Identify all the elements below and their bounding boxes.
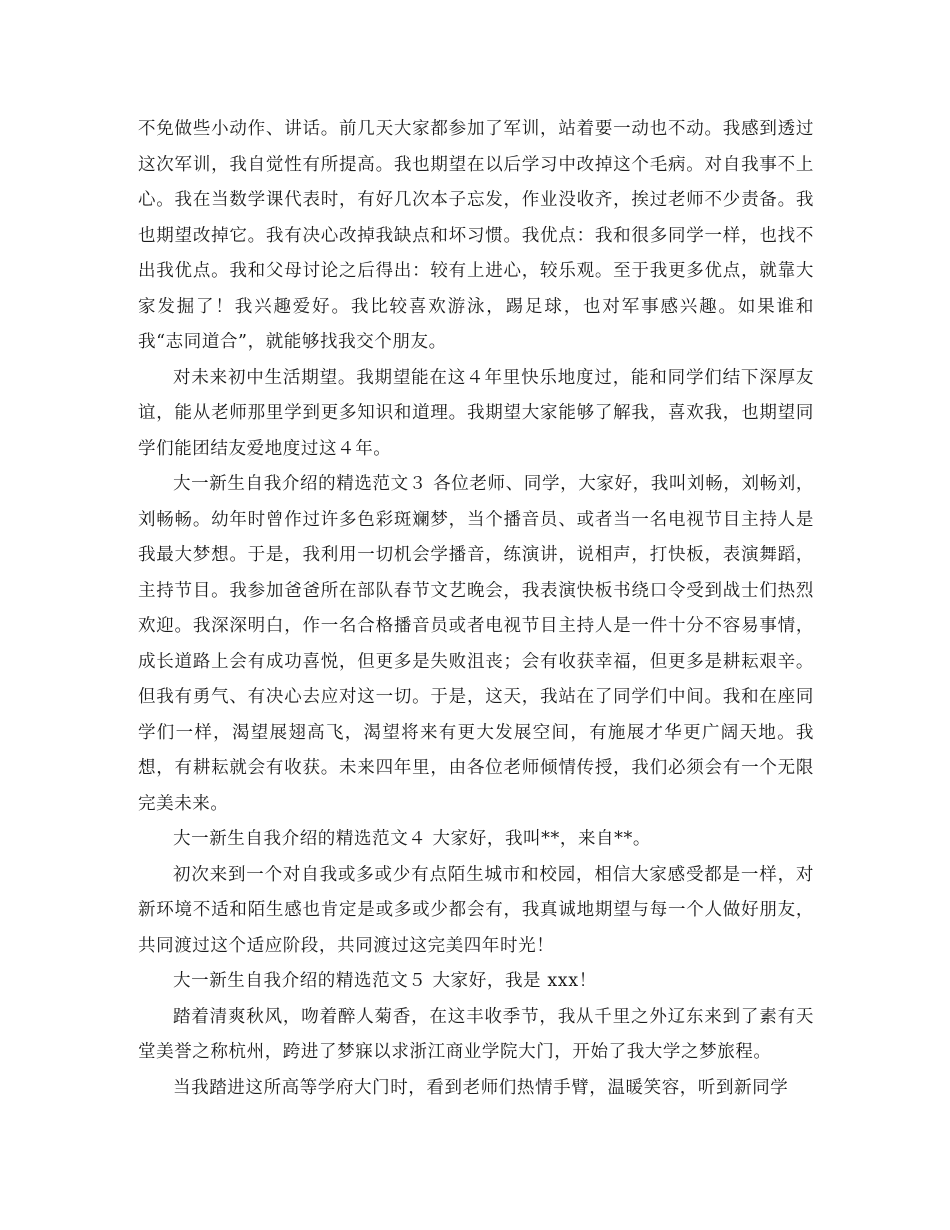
paragraph-sample-3: 大一新生自我介绍的精选范文３ 各位老师、同学，大家好，我叫刘畅，刘畅刘，刘畅畅。幼年时曾作过许多色彩斑斓梦，当个播音员、或者当一名电视节目主持人是我最大梦想。于是，我利用一切机会学播音，练演讲，说相声，打快板，表演舞蹈，主持节目。我参加爸爸所在部队春节文艺晚会，我表演快板书绕口令受到战士们热烈欢迎。我深深明白，作一名合格播音员或者电视节目主持人是一件十分不容易事情，成长道路上会有成功喜悦，但更多是失败沮丧；会有收获幸福，但更多是耕耘艰辛。但我有勇气、有决心去应对这一切。于是，这天，我站在了同学们中间。我和在座同学们一样，渴望展翅高飞，渴望将来有更大发展空间，有施展才华更广阔天地。我想，有耕耘就会有收获。未来四年里，由各位老师倾情传授，我们必须会有一个无限完美未来。 <box>138 474 814 814</box>
paragraph-sample-5: 大一新生自我介绍的精选范文５ 大家好，我是 xxx！ <box>173 971 597 991</box>
paragraph-continuation: 不免做些小动作、讲话。前几天大家都参加了军训，站着要一动也不动。我感到透过这次军训，我自觉性有所提高。我也期望在以后学习中改掉这个毛病。对自我事不上心。我在当数学课代表时，有好几次本子忘发，作业没收齐，挨过老师不少责备。我也期望改掉它。我有决心改掉我缺点和坏习惯。我优点：我和很多同学一样，也找不出我优点。我和父母讨论之后得出：较有上进心，较乐观。至于我更多优点，就靠大家发掘了！我兴趣爱好。我比较喜欢游泳，踢足球，也对军事感兴趣。如果谁和我“志同道合”，就能够找我交个朋友。 <box>138 119 814 352</box>
paragraph-new-environment: 初次来到一个对自我或多或少有点陌生城市和校园，相信大家感受都是一样，对新环境不适和陌生感也肯定是或多或少都会有，我真诚地期望与每一个人做好朋友，共同渡过这个适应阶段，共同渡过这完美四年时光！ <box>138 864 814 956</box>
paragraph-entering-school: 当我踏进这所高等学府大门时，看到老师们热情手臂，温暖笑容，听到新同学 <box>173 1077 789 1098</box>
paragraph-expectations: 对未来初中生活期望。我期望能在这４年里快乐地度过，能和同学们结下深厚友谊，能从老师那里学到更多知识和道理。我期望大家能够了解我，喜欢我，也期望同学们能团结友爱地度过这４年。 <box>138 367 814 459</box>
paragraph-autumn-arrival: 踏着清爽秋风，吻着醉人菊香，在这丰收季节，我从千里之外辽东来到了素有天堂美誉之称杭州，跨进了梦寐以求浙江商业学院大门，开始了我大学之梦旅程。 <box>138 1006 814 1062</box>
paragraph-sample-4: 大一新生自我介绍的精选范文４ 大家好，我叫**，来自**。 <box>173 829 651 849</box>
document-page <box>138 112 814 1106</box>
